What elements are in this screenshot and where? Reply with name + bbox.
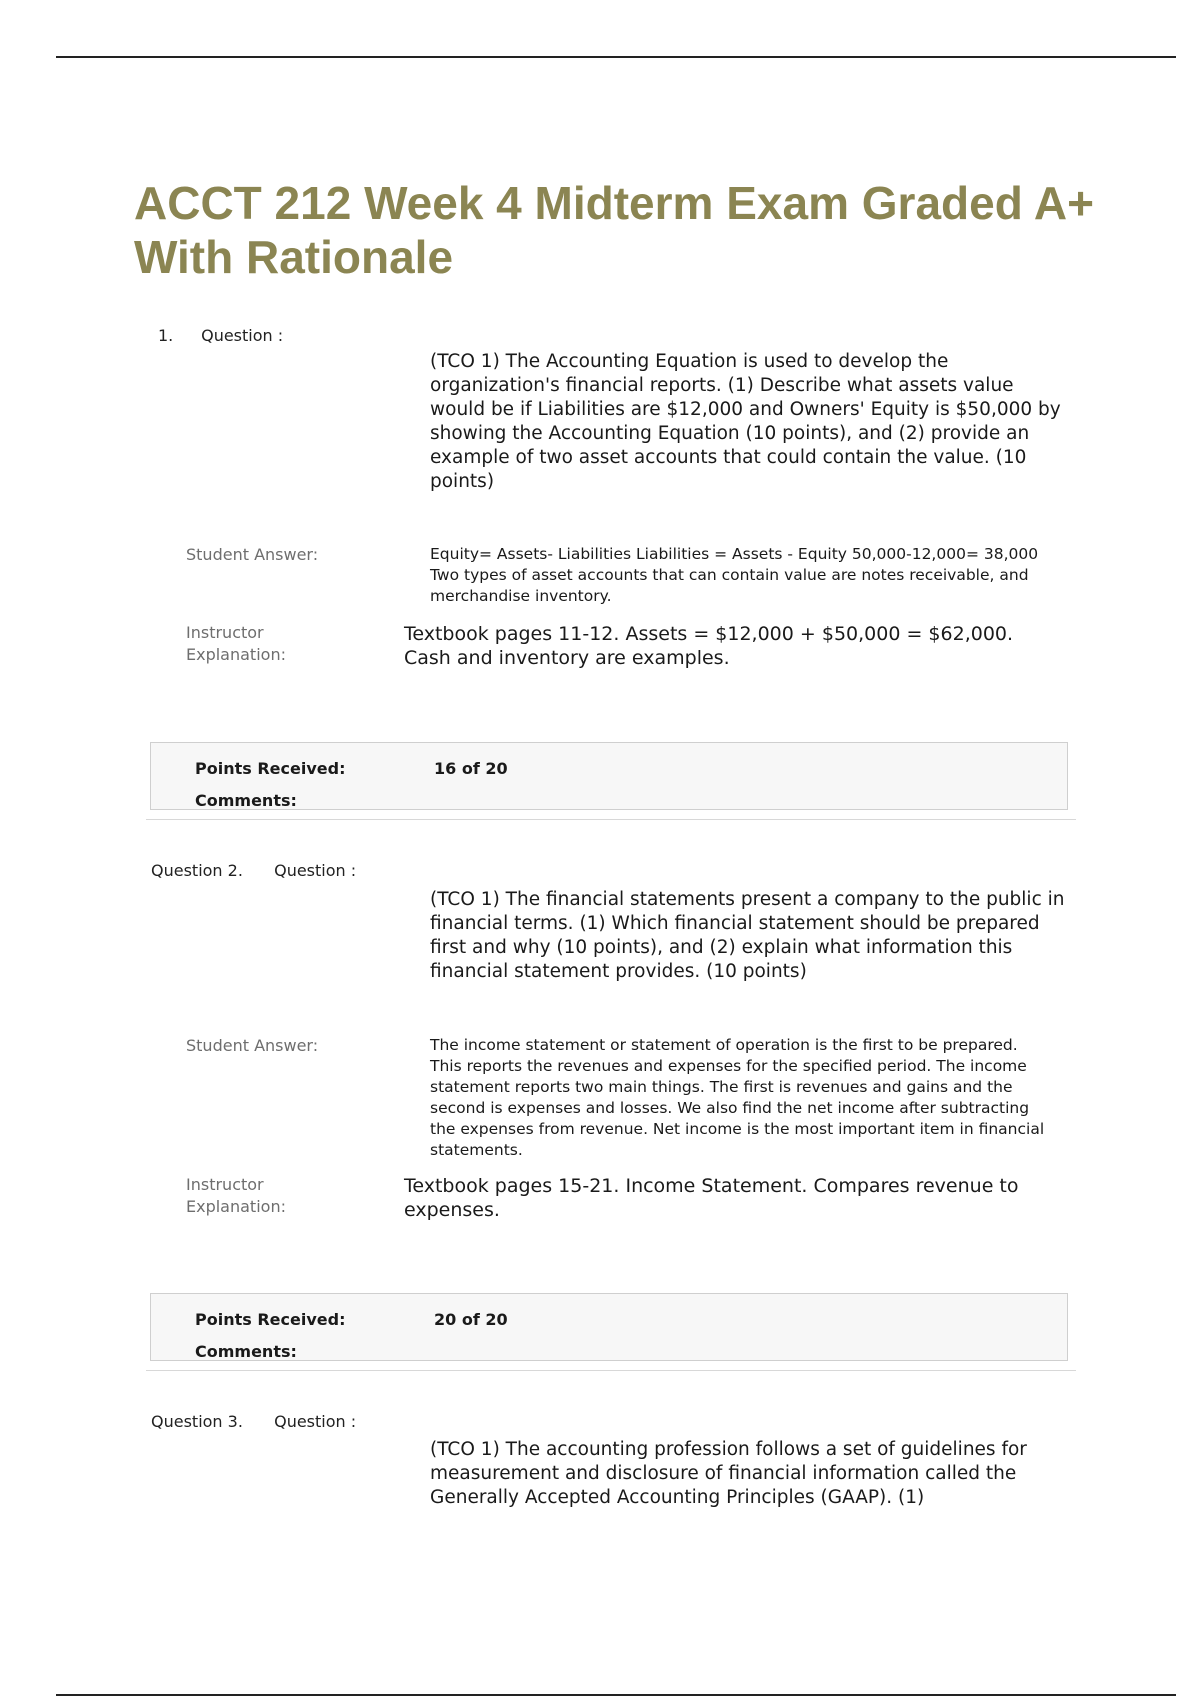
instructor-explanation-text: Textbook pages 11-12. Assets = $12,000 + $50,000 = $62,000. Cash and inventory are examples. [404, 623, 1014, 669]
question-separator [146, 819, 1076, 820]
question-number: Question 2. [151, 861, 243, 880]
question-3-prompt: (TCO 1) The accounting profession follows a set of guidelines for measurement and disclosure of financial information called the Generally Accepted Accounting Principles (GAAP). (1) [430, 1439, 1027, 1508]
top-rule [56, 56, 1176, 58]
instructor-explanation-text: Textbook pages 15-21. Income Statement. Compares revenue to expenses. [404, 1175, 1019, 1221]
question-3-header [151, 1412, 356, 1431]
bottom-rule [56, 1694, 1176, 1696]
student-answer-label: Student Answer: [186, 545, 319, 564]
question-label: Question : [274, 861, 357, 880]
question-label: Question : [201, 326, 284, 345]
points-received-label: Points Received: [195, 1310, 346, 1329]
question-1-prompt: (TCO 1) The Accounting Equation is used to develop the organization's financial reports. (1) Describe what assets value would be if Liabilities are $12,000 and Owners' Equity is $50,000 by showing the Accounting Equation (10 points), and (2) provide an example of two asset accounts that could contain the value. (10 points) [430, 351, 1061, 492]
question-1-header [158, 326, 283, 345]
document-title: ACCT 212 Week 4 Midterm Exam Graded A+ With Rationale [134, 177, 1094, 283]
question-number: 1. [158, 326, 174, 345]
points-panel [150, 1293, 1068, 1361]
student-answer-text: Equity= Assets- Liabilities Liabilities = Assets - Equity 50,000-12,000= 38,000 Two types of asset accounts that can contain value are notes receivable, and merchandise inventory. [430, 545, 1039, 605]
student-answer-text: The income statement or statement of operation is the first to be prepared. This reports the revenues and expenses for the specified period. The income statement reports two main things. The first is revenues and gains and the second is expenses and losses. We also find the net income after subtracting the expenses from revenue. Net income is the most important item in financial statements. [430, 1036, 1045, 1159]
question-2-prompt: (TCO 1) The financial statements present a company to the public in financial terms. (1) Which financial statement should be prepared first and why (10 points), and (2) explain what information this financial statement provides. (10 points) [430, 889, 1065, 982]
instructor-explanation-label: Instructor Explanation: [186, 1175, 286, 1216]
points-received-value: 20 of 20 [434, 1310, 508, 1329]
question-label: Question : [274, 1412, 357, 1431]
student-answer-label: Student Answer: [186, 1036, 319, 1055]
question-2-header [151, 861, 356, 880]
question-separator [146, 1370, 1076, 1371]
comments-label: Comments: [195, 791, 297, 810]
points-received-value: 16 of 20 [434, 759, 508, 778]
points-received-label: Points Received: [195, 759, 346, 778]
points-panel [150, 742, 1068, 810]
instructor-explanation-label: Instructor Explanation: [186, 623, 286, 664]
question-number: Question 3. [151, 1412, 243, 1431]
comments-label: Comments: [195, 1342, 297, 1361]
